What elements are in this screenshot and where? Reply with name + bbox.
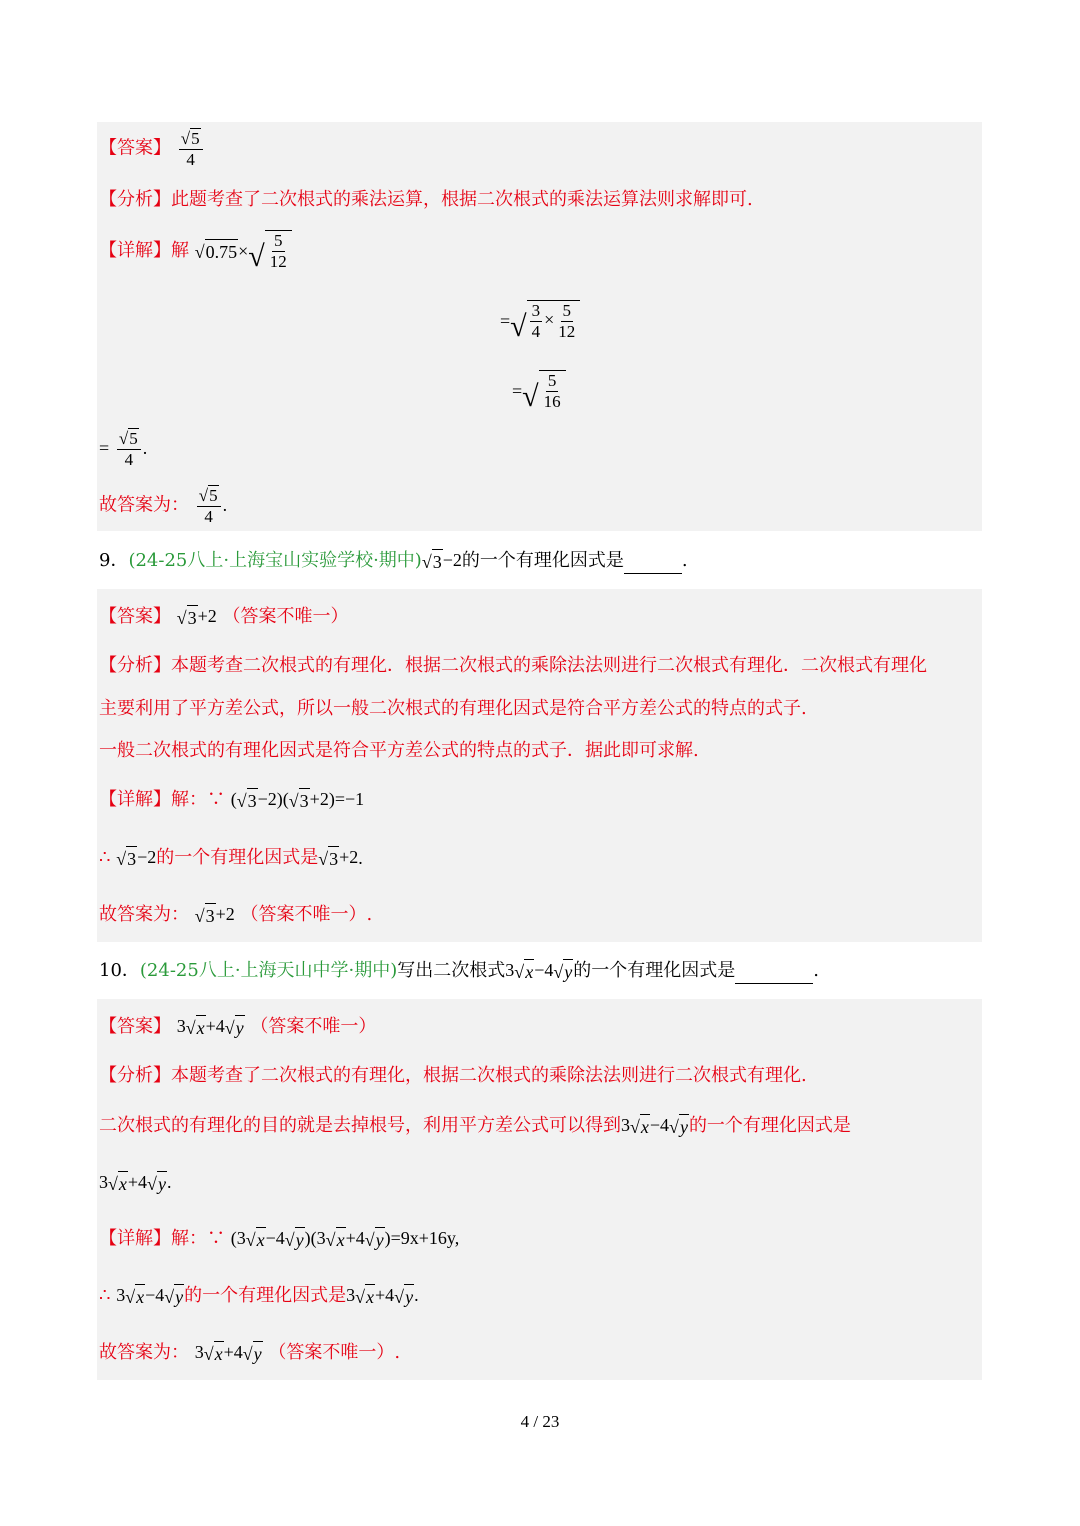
period: . (222, 495, 228, 516)
q10-analysis-line-2 (99, 1113, 851, 1139)
detail-label: 【详解】 (99, 1228, 171, 1250)
result-fraction: $\frac{√5}{4}$ (117, 427, 141, 470)
question-text: 写出二次根式 (397, 960, 506, 982)
analysis-label: 【分析】 (99, 655, 171, 676)
therefore-sign: ∴ (99, 1285, 111, 1307)
answer-note: （答案不唯一） (250, 1016, 377, 1038)
detail-label: 【详解】 (99, 240, 171, 261)
period: . (358, 848, 363, 869)
q10-detail-line (99, 1226, 459, 1252)
analysis-text-tail: 的一个有理化因式是 (688, 1115, 851, 1137)
expression-sqrt-3-4-times-5-12: √ $\frac{3}{4}$ × $\frac{5}{12}$ (510, 300, 580, 342)
detail-prefix: 解：∵ (171, 789, 225, 811)
question-number: 9． (99, 550, 129, 572)
product-expression: (√3−2)(√3+2)=−1 (230, 789, 365, 812)
question-source: (24-25八上·上海天山中学·期中) (139, 960, 398, 982)
q9-therefore-line (99, 845, 363, 871)
equals-sign: = (99, 438, 110, 459)
analysis-text: 二次根式的有理化的目的就是去掉根号，利用平方差公式可以得到 (99, 1115, 621, 1137)
q9-answer-line (99, 604, 349, 630)
question-tail: 的一个有理化因式是 (573, 960, 736, 982)
q9-analysis-line-3 (99, 739, 699, 763)
expression-3sqrtx-plus-4sqrty: 3√x+4√y. (346, 1285, 419, 1308)
q8-detail-line (99, 230, 292, 272)
q8-analysis-line (99, 188, 753, 212)
conclusion-note: （答案不唯一）. (268, 1342, 401, 1364)
expression-sqrt-5-16: √ $\frac{5}{16}$ (522, 370, 565, 412)
expression-3sqrtx-minus-4sqrty: 3√x−4√y (505, 960, 573, 983)
detail-prefix: 解 (171, 240, 189, 261)
analysis-label: 【分析】 (99, 189, 171, 210)
question-source: (24-25八上·上海宝山实验学校·期中) (128, 550, 422, 572)
q10-question-line (99, 958, 819, 984)
conclusion-expression: 3√x+4√y (194, 1342, 262, 1365)
q10-answer-line (99, 1014, 376, 1040)
times-sign: × (238, 241, 249, 261)
q9-analysis-line-2 (99, 697, 807, 721)
analysis-label: 【分析】 (99, 1065, 171, 1086)
q10-conclusion-line (99, 1340, 400, 1366)
therefore-text: 的一个有理化因式是 (184, 1285, 347, 1307)
page-number: 4 / 23 (520, 1412, 560, 1431)
q10-answer-block (97, 999, 982, 1380)
expression-3sqrtx-plus-4sqrty: 3√x+4√y. (99, 1172, 172, 1195)
question-number: 10． (99, 960, 140, 982)
q9-question-line (99, 548, 688, 574)
q10-analysis-line-1 (99, 1064, 807, 1088)
conclusion-label: 故答案为： (99, 494, 189, 516)
detail-prefix: 解：∵ (171, 1228, 225, 1250)
product-expression: (3√x−4√y)(3√x+4√y)=9x+16y, (230, 1228, 460, 1251)
expression-sqrt3-minus-2: √3−2 (421, 550, 462, 573)
equals-sign: = (500, 311, 511, 331)
q9-conclusion-line (99, 902, 372, 928)
therefore-text: 的一个有理化因式是 (156, 847, 319, 869)
analysis-text: 此题考查了二次根式的乘法运算，根据二次根式的乘法运算法则求解即可. (171, 189, 753, 210)
q10-analysis-line-3 (99, 1170, 171, 1196)
answer-blank (624, 555, 682, 574)
analysis-text: 本题考查二次根式的有理化．根据二次根式的乘除法法则进行二次根式有理化．二次根式有理化 (171, 655, 927, 676)
answer-fraction: $\frac{√5}{4}$ (179, 127, 203, 170)
q8-answer-line (99, 127, 205, 170)
therefore-sign: ∴ (99, 847, 111, 869)
equals-sign: = (512, 381, 523, 401)
q8-step-1 (500, 300, 580, 342)
expression-3sqrtx-minus-4sqrty: 3√x−4√y (621, 1115, 688, 1138)
q10-therefore-line (99, 1283, 419, 1309)
answer-expression: √3+2 (176, 606, 217, 629)
conclusion-label: 故答案为： (99, 1342, 189, 1364)
answer-note: （答案不唯一） (222, 606, 349, 628)
expression-sqrt-075: √0.75 (195, 238, 238, 264)
analysis-text: 主要利用了平方差公式，所以一般二次根式的有理化因式是符合平方差公式的特点的式子. (99, 698, 807, 719)
expression-sqrt3-minus-2: √3−2 (116, 847, 157, 870)
answer-label: 【答案】 (99, 606, 171, 628)
answer-label: 【答案】 (99, 137, 171, 159)
answer-expression: 3√x+4√y (176, 1016, 244, 1039)
conclusion-note: （答案不唯一）. (240, 904, 373, 926)
q9-analysis-line-1 (99, 654, 927, 678)
analysis-text: 本题考查了二次根式的有理化，根据二次根式的乘除法法则进行二次根式有理化. (171, 1065, 807, 1086)
answer-blank (735, 965, 813, 984)
question-text: 的一个有理化因式是 (461, 550, 624, 572)
expression-sqrt-5-12: √ $\frac{5}{12}$ (248, 230, 291, 272)
analysis-text: 一般二次根式的有理化因式是符合平方差公式的特点的式子．据此即可求解. (99, 740, 699, 761)
expression-sqrt3-plus-2: √3+2 (318, 847, 359, 870)
q9-detail-line (99, 787, 364, 813)
period: . (813, 960, 819, 982)
q9-answer-block (97, 589, 982, 942)
q8-step-2 (512, 370, 566, 412)
conclusion-fraction: $\frac{√5}{4}$ (197, 484, 221, 527)
period: . (142, 438, 148, 459)
detail-label: 【详解】 (99, 789, 171, 811)
period: . (681, 550, 688, 572)
conclusion-label: 故答案为： (99, 904, 189, 926)
q8-step-3 (99, 427, 147, 470)
answer-label: 【答案】 (99, 1016, 171, 1038)
expression-3sqrtx-minus-4sqrty: 3√x−4√y (116, 1285, 184, 1308)
conclusion-expression: √3+2 (194, 904, 235, 927)
q8-conclusion-line (99, 484, 227, 527)
